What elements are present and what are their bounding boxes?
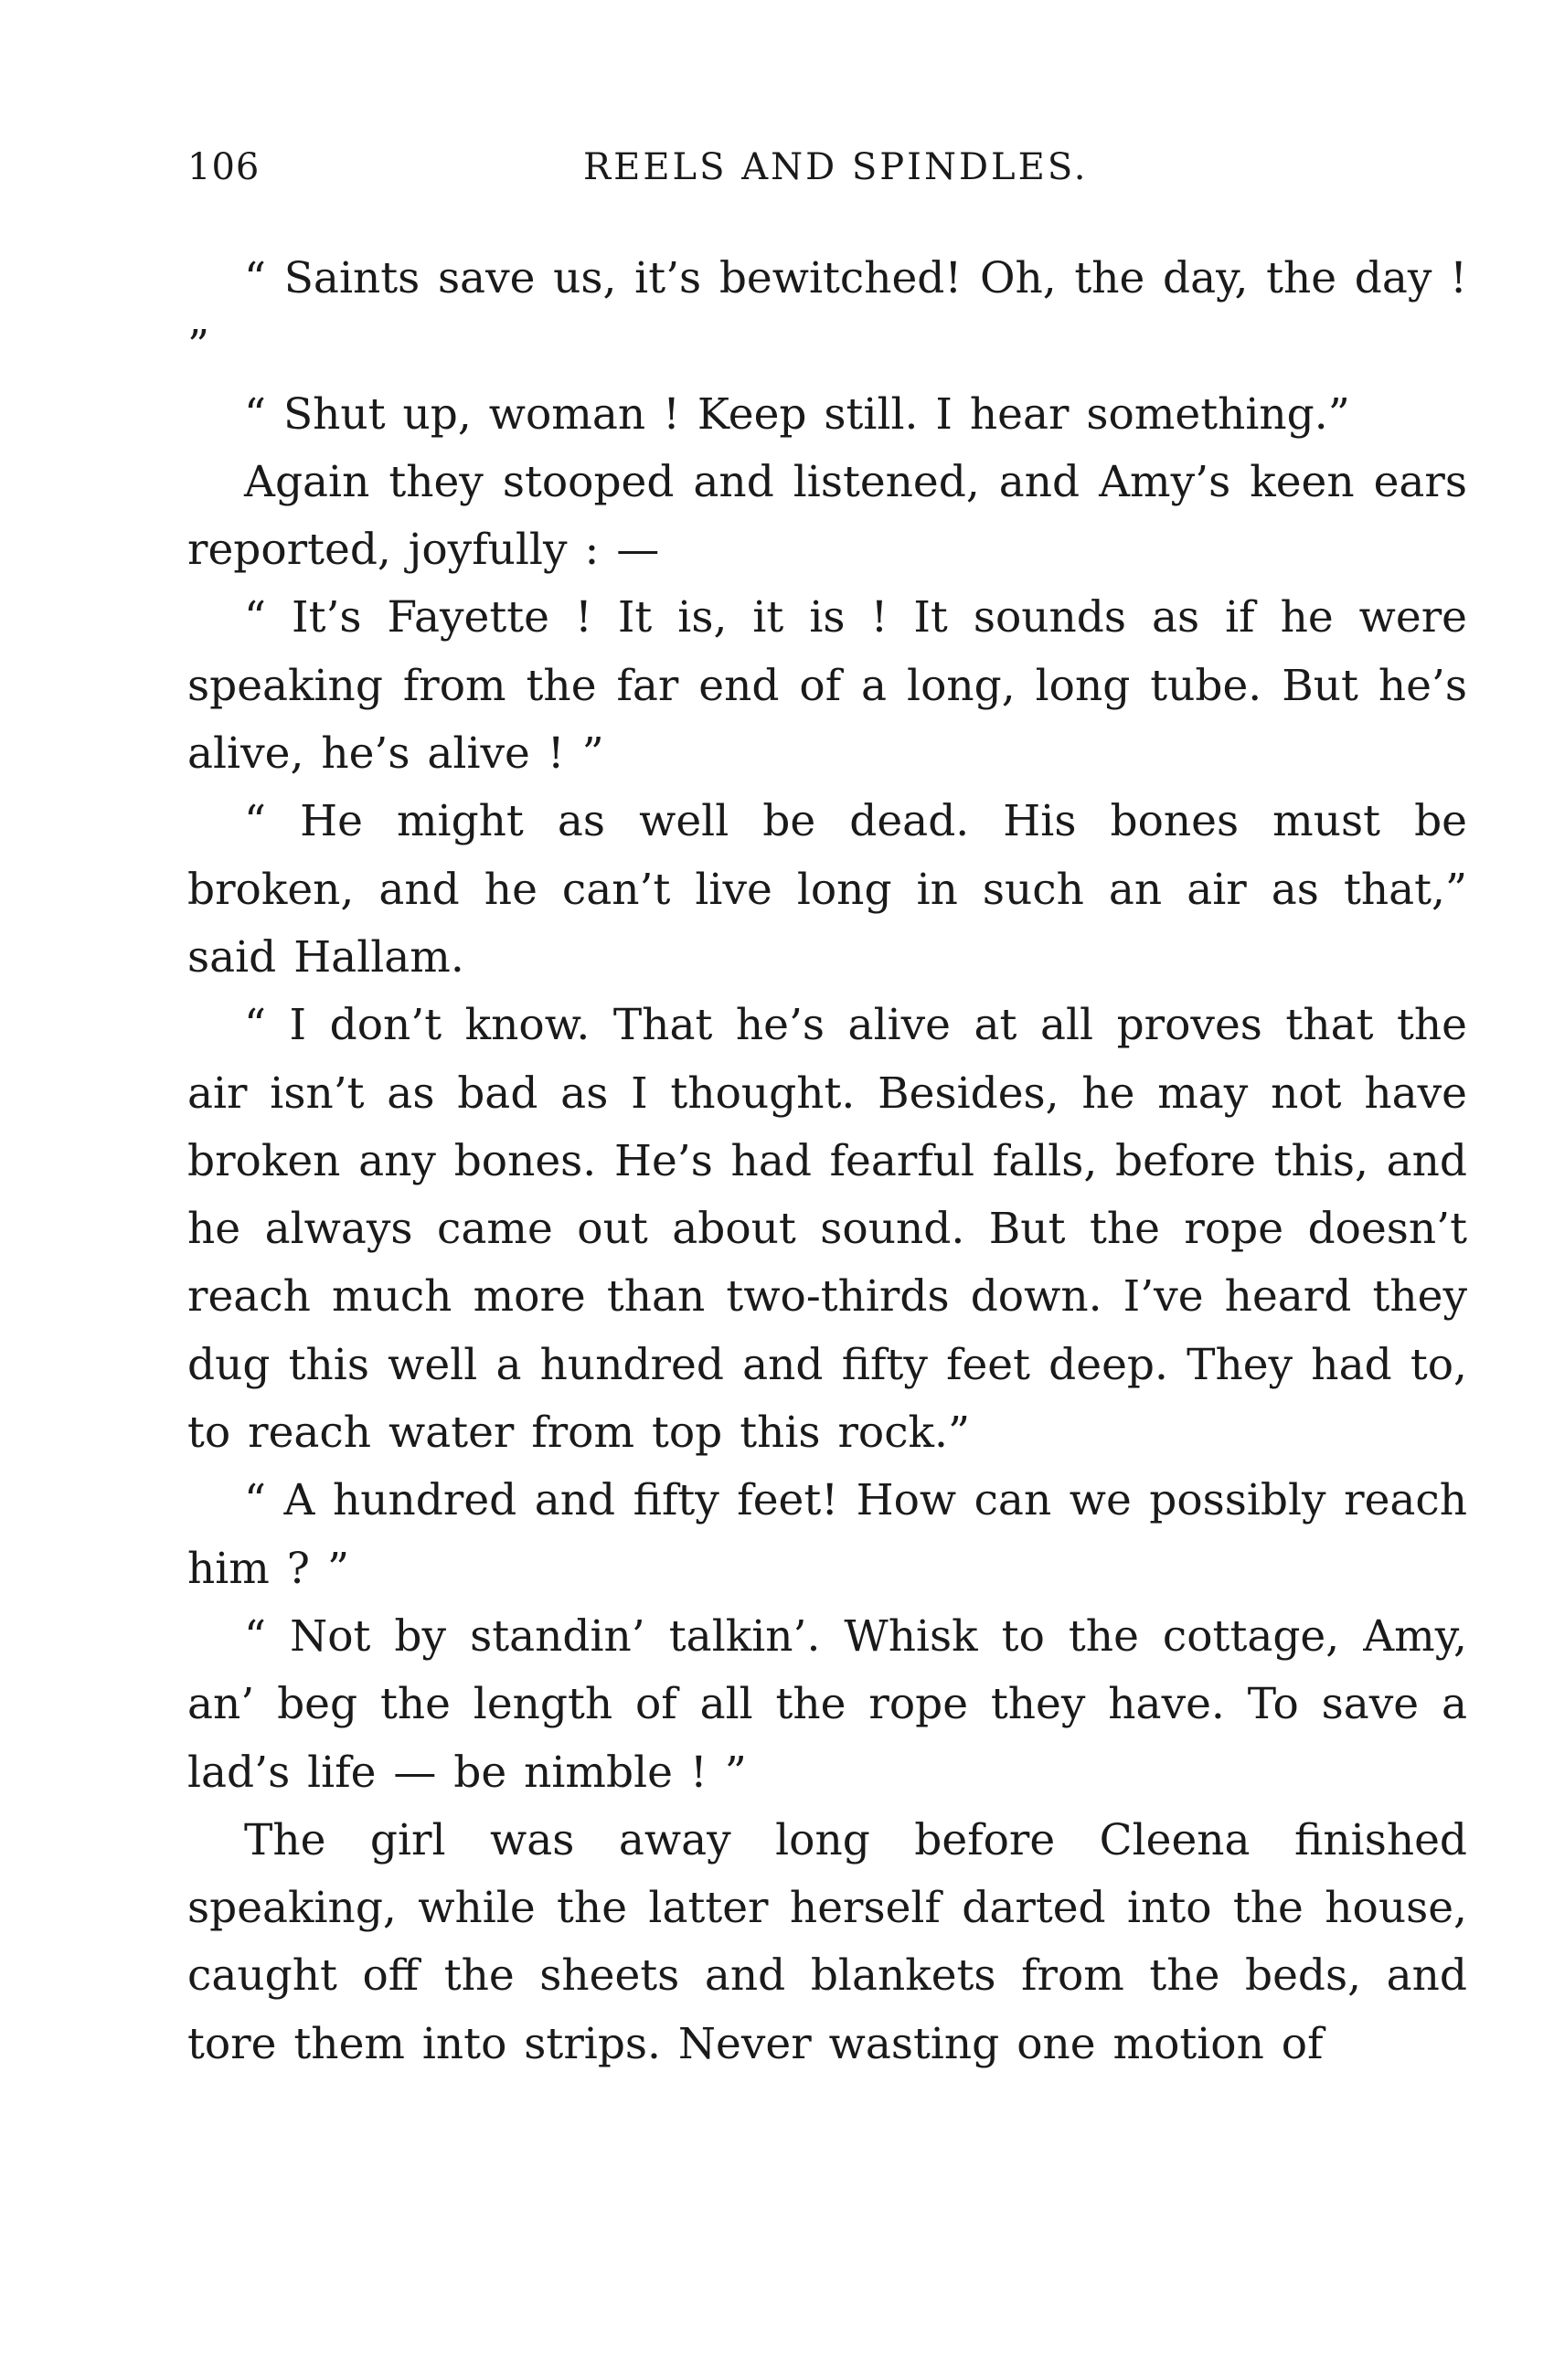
paragraph: The girl was away long before Cleena finished speaking, while the latter herself darted into the house, caught off the sheets and blankets from the beds, and tore them into strips. Never wasting one motion of [187, 1814, 1467, 2069]
page-number: 106 [187, 146, 261, 188]
paragraph: “ Not by standin’ talkin’. Whisk to the cottage, Amy, an’ beg the length of all the rope they have. To save a lad’s life — be nimble ! ” [187, 1610, 1467, 1798]
paragraph: “ It’s Fayette ! It is, it is ! It sounds as if he were speaking from the far end of a long, long tube. But he’s alive, he’s alive ! ” [187, 592, 1467, 780]
body-text [187, 245, 1467, 2078]
running-head: REELS AND SPINDLES. [583, 146, 1089, 188]
paragraph: “ A hundred and fifty feet! How can we possibly reach him ? ” [187, 1475, 1467, 1594]
paragraph: Again they stooped and listened, and Amy’s keen ears reported, joyfully : — [187, 456, 1467, 576]
paragraph: “ I don’t know. That he’s alive at all proves that the air isn’t as bad as I thought. Besides, he may not have broken any bones. He’s had fearful falls, before this, and he always came out about sound. But the rope doesn’t reach much more than two-thirds down. I’ve heard they dug this well a hundred and fifty feet deep. They had to, to reach water from top this rock.” [187, 1000, 1467, 1459]
paragraph: “ He might as well be dead. His bones must be broken, and he can’t live long in such an air as that,” said Hallam. [187, 796, 1467, 983]
paragraph: “ Saints save us, it’s bewitched! Oh, the day, the day ! ” [187, 253, 1467, 372]
page-header [187, 146, 1467, 201]
paragraph: “ Shut up, woman ! Keep still. I hear something.” [244, 388, 1350, 440]
